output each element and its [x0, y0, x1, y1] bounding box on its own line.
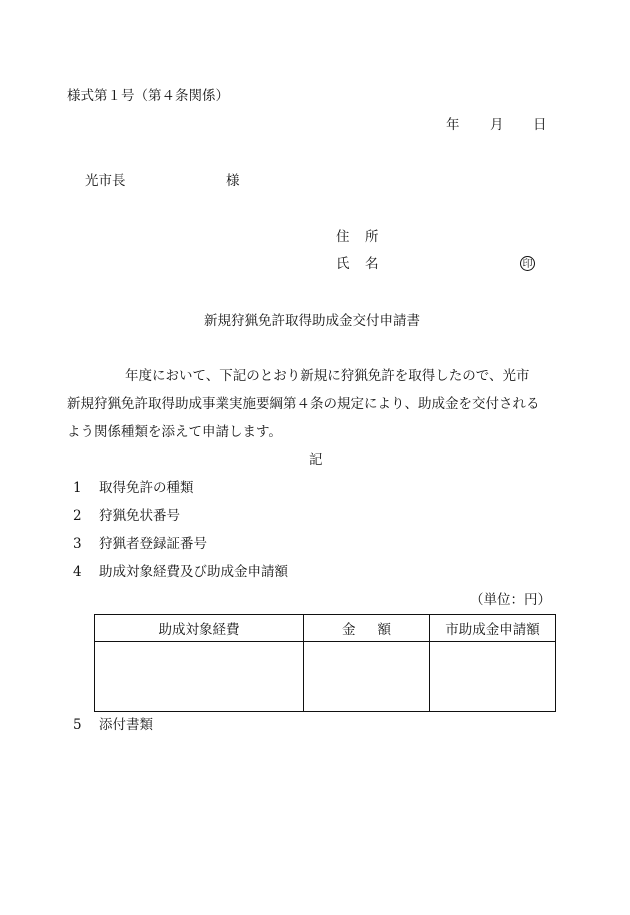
- name-label-1: 氏: [336, 256, 350, 272]
- addressee-office: 光市長: [85, 173, 126, 189]
- addressee-honorific: 様: [226, 173, 240, 189]
- item-4-num: 4: [73, 564, 82, 580]
- item-1-label: 取得免許の種類: [99, 480, 194, 496]
- address-label-1: 住: [336, 229, 350, 245]
- header-city-subsidy-request: 市助成金申請額: [430, 615, 556, 642]
- body-line-2: 新規狩猟免許取得助成事業実施要綱第４条の規定により、助成金を交付される: [67, 396, 540, 412]
- unit-label: （単位：円）: [470, 592, 551, 608]
- seal-mark: 印: [520, 256, 535, 271]
- item-2-num: 2: [73, 508, 82, 524]
- item-3-num: 3: [73, 536, 82, 552]
- table-header-row: [95, 615, 556, 642]
- date-year: 年: [446, 117, 460, 133]
- header-amount-b: 額: [377, 622, 391, 638]
- item-3-label: 狩猟者登録証番号: [99, 536, 207, 552]
- cell-amount: [304, 642, 430, 712]
- item-5-label: 添付書類: [99, 717, 153, 733]
- document-title: 新規狩猟免許取得助成金交付申請書: [204, 313, 420, 329]
- table-row: [95, 642, 556, 712]
- item-5-num: 5: [73, 717, 82, 733]
- body-line-3: よう関係種類を添えて申請します。: [67, 424, 282, 440]
- address-label-2: 所: [365, 229, 379, 245]
- item-4-label: 助成対象経費及び助成金申請額: [99, 564, 288, 580]
- date-month: 月: [490, 117, 504, 133]
- name-label-2: 名: [365, 256, 379, 272]
- header-amount: [304, 615, 430, 642]
- header-eligible-expenses: 助成対象経費: [95, 615, 304, 642]
- header-amount-a: 金: [342, 622, 356, 638]
- amount-table: [94, 614, 556, 712]
- date-day: 日: [533, 117, 547, 133]
- item-2-label: 狩猟免状番号: [99, 508, 180, 524]
- cell-eligible-expenses: [95, 642, 304, 712]
- form-number: 様式第１号（第４条関係）: [67, 88, 229, 104]
- item-1-num: 1: [73, 480, 82, 496]
- ki-label: 記: [309, 452, 323, 468]
- body-line-1: 年度において、下記のとおり新規に狩猟免許を取得したので、光市: [125, 368, 530, 384]
- cell-city-subsidy-request: [430, 642, 556, 712]
